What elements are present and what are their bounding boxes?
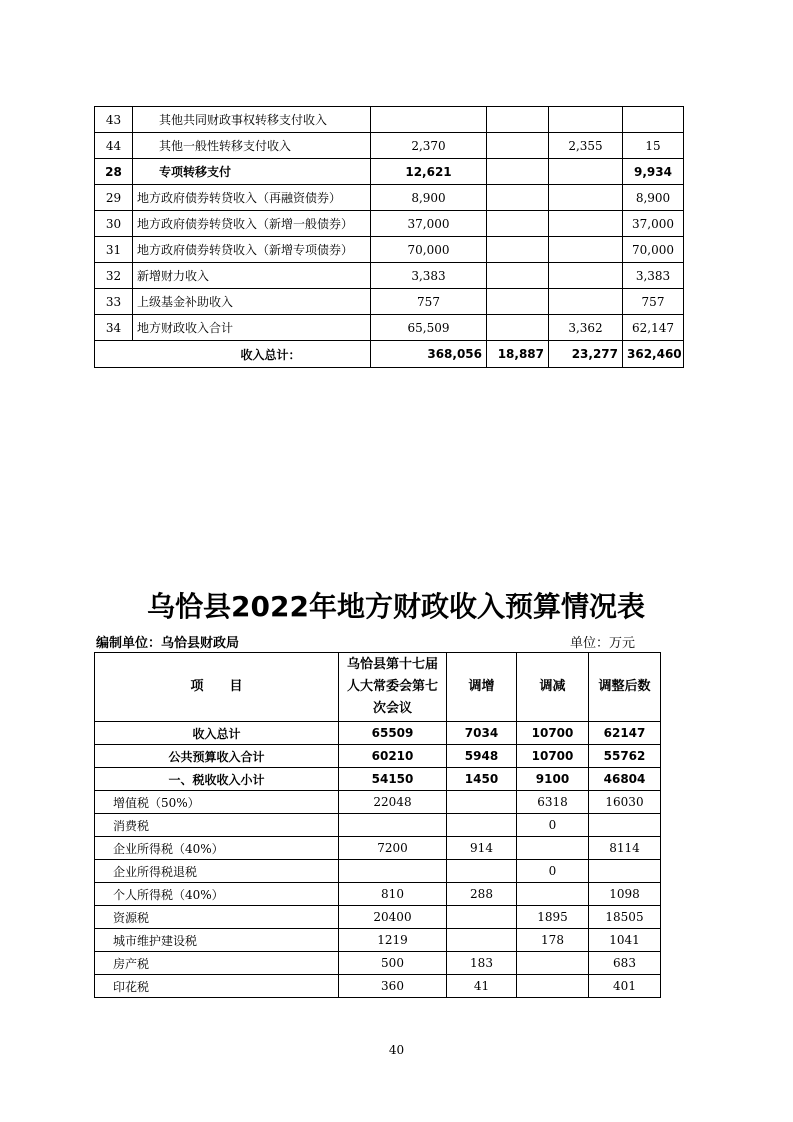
row-name: 新增财力收入 (133, 263, 371, 289)
value-col2 (487, 263, 549, 289)
cell-v1: 810 (339, 883, 447, 906)
budget-revenue-table (94, 652, 661, 998)
cell-v2 (447, 906, 517, 929)
cell-v3 (517, 837, 589, 860)
summary-v1: 65509 (339, 722, 447, 745)
row-number: 29 (95, 185, 133, 211)
summary-v2: 7034 (447, 722, 517, 745)
value-col2 (487, 211, 549, 237)
cell-name: 企业所得税退税 (95, 860, 339, 883)
header-decrease: 调减 (517, 653, 589, 722)
cell-v3: 1895 (517, 906, 589, 929)
value-col4: 62,147 (623, 315, 684, 341)
cell-v2 (447, 929, 517, 952)
cell-v3: 0 (517, 814, 589, 837)
table-row (95, 159, 684, 185)
cell-v4: 683 (589, 952, 661, 975)
total-v4: 362,460 (623, 341, 684, 368)
summary-v3: 10700 (517, 722, 589, 745)
table-row (95, 929, 661, 952)
value-col1: 70,000 (371, 237, 487, 263)
row-number: 32 (95, 263, 133, 289)
cell-v3: 178 (517, 929, 589, 952)
cell-v1: 1219 (339, 929, 447, 952)
row-number: 34 (95, 315, 133, 341)
cell-v2 (447, 814, 517, 837)
value-col2 (487, 185, 549, 211)
page-number: 40 (388, 1043, 405, 1057)
value-col1: 37,000 (371, 211, 487, 237)
value-col3 (549, 185, 623, 211)
value-col4: 15 (623, 133, 684, 159)
row-number: 43 (95, 107, 133, 133)
value-col3 (549, 159, 623, 185)
cell-v4 (589, 860, 661, 883)
value-col1 (371, 107, 487, 133)
cell-v3: 6318 (517, 791, 589, 814)
row-name: 地方政府债券转贷收入（新增专项债券） (133, 237, 371, 263)
summary-v1: 54150 (339, 768, 447, 791)
top-table-body (95, 107, 684, 368)
value-col3: 2,355 (549, 133, 623, 159)
table-row (95, 263, 684, 289)
summary-v4: 46804 (589, 768, 661, 791)
total-v2: 18,887 (487, 341, 549, 368)
summary-v3: 10700 (517, 745, 589, 768)
table-row (95, 289, 684, 315)
cell-name: 企业所得税（40%） (95, 837, 339, 860)
row-number: 44 (95, 133, 133, 159)
cell-v4: 18505 (589, 906, 661, 929)
row-name: 地方政府债券转贷收入（再融资债券） (133, 185, 371, 211)
table-row (95, 906, 661, 929)
row-number: 33 (95, 289, 133, 315)
cell-name: 个人所得税（40%） (95, 883, 339, 906)
summary-v2: 5948 (447, 745, 517, 768)
summary-v2: 1450 (447, 768, 517, 791)
cell-name: 增值税（50%） (95, 791, 339, 814)
value-col2 (487, 289, 549, 315)
row-name: 地方政府债券转贷收入（新增一般债券） (133, 211, 371, 237)
cell-v1: 20400 (339, 906, 447, 929)
value-col4: 8,900 (623, 185, 684, 211)
table-row (95, 107, 684, 133)
cell-v1 (339, 860, 447, 883)
table-row (95, 211, 684, 237)
cell-v2: 41 (447, 975, 517, 998)
cell-name: 房产税 (95, 952, 339, 975)
value-col2 (487, 159, 549, 185)
row-number: 30 (95, 211, 133, 237)
total-v1: 368,056 (371, 341, 487, 368)
cell-v2: 183 (447, 952, 517, 975)
value-col1: 757 (371, 289, 487, 315)
value-col1: 12,621 (371, 159, 487, 185)
table-row (95, 975, 661, 998)
row-name: 上级基金补助收入 (133, 289, 371, 315)
cell-v4: 1098 (589, 883, 661, 906)
cell-v1 (339, 814, 447, 837)
value-col4: 9,934 (623, 159, 684, 185)
cell-v3 (517, 952, 589, 975)
total-row (95, 341, 684, 368)
table-row (95, 883, 661, 906)
cell-v3 (517, 975, 589, 998)
cell-name: 资源税 (95, 906, 339, 929)
cell-v3: 0 (517, 860, 589, 883)
table-row (95, 315, 684, 341)
summary-v1: 60210 (339, 745, 447, 768)
summary-name: 收入总计 (95, 722, 339, 745)
value-col4: 757 (623, 289, 684, 315)
cell-v4: 16030 (589, 791, 661, 814)
cell-v4 (589, 814, 661, 837)
cell-v1: 360 (339, 975, 447, 998)
table-row (95, 237, 684, 263)
summary-v4: 55762 (589, 745, 661, 768)
value-col3 (549, 237, 623, 263)
value-col4: 70,000 (623, 237, 684, 263)
top-revenue-table (94, 106, 684, 368)
table-row (95, 185, 684, 211)
value-col1: 3,383 (371, 263, 487, 289)
table-row (95, 860, 661, 883)
cell-v2: 914 (447, 837, 517, 860)
summary-row (95, 745, 661, 768)
unit-label: 单位：万元 (570, 636, 636, 651)
row-name: 其他共同财政事权转移支付收入 (133, 107, 371, 133)
total-label: 收入总计： (95, 341, 371, 368)
value-col4: 3,383 (623, 263, 684, 289)
table-row (95, 133, 684, 159)
compiling-unit: 编制单位：乌恰县财政局 (96, 636, 240, 651)
cell-name: 消费税 (95, 814, 339, 837)
cell-name: 城市维护建设税 (95, 929, 339, 952)
summary-row (95, 722, 661, 745)
row-number: 31 (95, 237, 133, 263)
table-row (95, 791, 661, 814)
cell-v2 (447, 860, 517, 883)
value-col3 (549, 107, 623, 133)
cell-v4: 1041 (589, 929, 661, 952)
table-row (95, 814, 661, 837)
cell-v4: 401 (589, 975, 661, 998)
header-increase: 调增 (447, 653, 517, 722)
table-header-row (95, 653, 661, 722)
table-row (95, 837, 661, 860)
row-name: 专项转移支付 (133, 159, 371, 185)
header-adjusted: 调整后数 (589, 653, 661, 722)
row-number: 28 (95, 159, 133, 185)
cell-v1: 500 (339, 952, 447, 975)
table-row (95, 952, 661, 975)
value-col3: 3,362 (549, 315, 623, 341)
value-col2 (487, 133, 549, 159)
value-col3 (549, 211, 623, 237)
value-col1: 8,900 (371, 185, 487, 211)
value-col1: 65,509 (371, 315, 487, 341)
cell-v2 (447, 791, 517, 814)
value-col3 (549, 263, 623, 289)
bottom-table-body (95, 722, 661, 998)
row-name: 地方财政收入合计 (133, 315, 371, 341)
value-col2 (487, 107, 549, 133)
cell-v4: 8114 (589, 837, 661, 860)
value-col4 (623, 107, 684, 133)
header-meeting: 乌恰县第十七届人大常委会第七次会议 (339, 653, 447, 722)
value-col3 (549, 289, 623, 315)
value-col4: 37,000 (623, 211, 684, 237)
value-col1: 2,370 (371, 133, 487, 159)
cell-v2: 288 (447, 883, 517, 906)
value-col2 (487, 237, 549, 263)
row-name: 其他一般性转移支付收入 (133, 133, 371, 159)
header-item: 项 目 (95, 653, 339, 722)
page-title: 乌恰县2022年地方财政收入预算情况表 (147, 590, 645, 623)
summary-v3: 9100 (517, 768, 589, 791)
cell-v1: 22048 (339, 791, 447, 814)
summary-v4: 62147 (589, 722, 661, 745)
value-col2 (487, 315, 549, 341)
cell-v1: 7200 (339, 837, 447, 860)
summary-name: 公共预算收入合计 (95, 745, 339, 768)
summary-row (95, 768, 661, 791)
summary-name: 一、税收收入小计 (95, 768, 339, 791)
cell-v3 (517, 883, 589, 906)
total-v3: 23,277 (549, 341, 623, 368)
cell-name: 印花税 (95, 975, 339, 998)
